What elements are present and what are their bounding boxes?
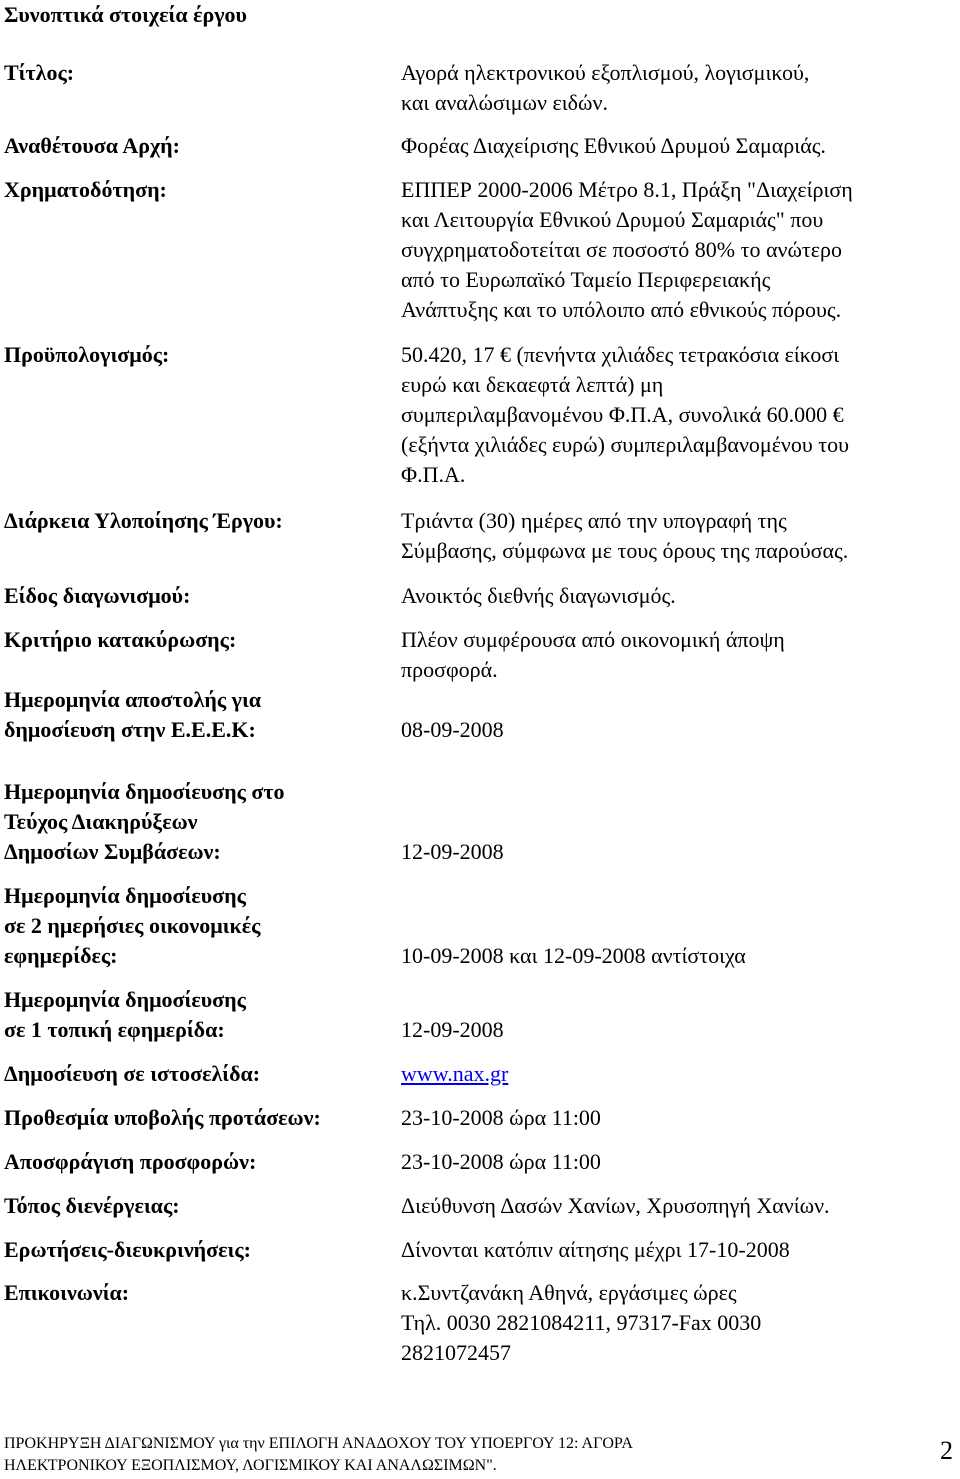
value-budget-line-1: 50.420, 17 € (πενήντα χιλιάδες τετρακόσια είκοσι [401, 342, 840, 367]
value-award-line-2: προσφορά. [401, 657, 498, 682]
label-send-date-line-1: Ημερομηνία αποστολής για [4, 687, 262, 712]
value-pub-journal: 12-09-2008 [401, 839, 504, 864]
label-website: Δημοσίευση σε ιστοσελίδα: [4, 1061, 261, 1086]
value-opening: 23-10-2008 ώρα 11:00 [401, 1149, 601, 1174]
label-pub-journal-line-3: Δημοσίων Συμβάσεων: [4, 839, 221, 864]
label-pub-daily-line-3: εφημερίδες: [4, 943, 118, 968]
value-pub-daily: 10-09-2008 και 12-09-2008 αντίστοιχα [401, 943, 746, 968]
value-budget-line-4: (εξήντα χιλιάδες ευρώ) συμπεριλαμβανομένου του [401, 432, 850, 457]
value-send-date: 08-09-2008 [401, 717, 504, 742]
value-funding-line-5: Ανάπτυξης και το υπόλοιπο από εθνικούς πόρους. [401, 297, 842, 322]
value-contact-line-1: κ.Συντζανάκη Αθηνά, εργάσιμες ώρες [401, 1280, 737, 1305]
value-funding-line-4: από το Ευρωπαϊκό Ταμείο Περιφερειακής [401, 267, 771, 292]
label-pub-local-line-1: Ημερομηνία δημοσίευσης [4, 987, 246, 1012]
value-venue: Διεύθυνση Δασών Χανίων, Χρυσοπηγή Χανίων. [401, 1193, 830, 1218]
label-questions: Ερωτήσεις-διευκρινήσεις: [4, 1237, 251, 1262]
label-pub-local-line-2: σε 1 τοπική εφημερίδα: [4, 1017, 225, 1042]
value-funding-line-1: ΕΠΠΕΡ 2000-2006 Μέτρο 8.1, Πράξη "Διαχείριση [401, 177, 853, 202]
label-venue: Τόπος διενέργειας: [4, 1193, 180, 1218]
value-funding-line-3: συγχρηματοδοτείται σε ποσοστό 80% το ανώτερο [401, 237, 842, 262]
label-pub-daily-line-1: Ημερομηνία δημοσίευσης [4, 883, 246, 908]
label-send-date-line-2: δημοσίευση στην Ε.Ε.Ε.Κ: [4, 717, 256, 742]
label-pub-journal-line-1: Ημερομηνία δημοσίευσης στο [4, 779, 285, 804]
value-title-line-1: Αγορά ηλεκτρονικού εξοπλισμού, λογισμικού, [401, 60, 810, 85]
value-deadline: 23-10-2008 ώρα 11:00 [401, 1105, 601, 1130]
label-duration: Διάρκεια Υλοποίησης Έργου: [4, 508, 283, 533]
page-number: 2 [940, 1436, 953, 1465]
footer-line-2: ΗΛΕΚΤΡΟΝΙΚΟΥ ΕΞΟΠΛΙΣΜΟΥ, ΛΟΓΙΣΜΙΚΟΥ ΚΑΙ ΑΝΑΛΩΣΙΜΩΝ". [4, 1457, 497, 1474]
label-pub-journal-line-2: Τεύχος Διακηρύξεων [4, 809, 198, 834]
label-contact: Επικοινωνία: [4, 1280, 130, 1305]
value-contact-line-2: Τηλ. 0030 2821084211, 97317-Fax 0030 [401, 1310, 762, 1335]
value-title-line-2: και αναλώσιμων ειδών. [401, 90, 608, 115]
label-tender-type: Είδος διαγωνισμού: [4, 583, 191, 608]
value-authority: Φορέας Διαχείρισης Εθνικού Δρυμού Σαμαριάς. [401, 133, 826, 158]
label-title: Τίτλος: [4, 60, 75, 85]
value-budget-line-3: συμπεριλαμβανομένου Φ.Π.Α, συνολικά 60.000 € [401, 402, 844, 427]
label-award: Κριτήριο κατακύρωσης: [4, 627, 237, 652]
value-budget-line-2: ευρώ και δεκαεφτά λεπτά) μη [401, 372, 664, 397]
footer-line-1: ΠΡΟΚΗΡΥΞΗ ΔΙΑΓΩΝΙΣΜΟΥ για την ΕΠΙΛΟΓΗ ΑΝΑΔΟΧΟΥ ΤΟΥ ΥΠΟΕΡΓΟΥ 12: ΑΓΟΡΑ [4, 1435, 633, 1452]
value-budget-line-5: Φ.Π.Α. [401, 462, 466, 487]
value-questions: Δίνονται κατόπιν αίτησης μέχρι 17-10-2008 [401, 1237, 790, 1262]
label-budget: Προϋπολογισμός: [4, 342, 170, 367]
label-opening: Αποσφράγιση προσφορών: [4, 1149, 257, 1174]
value-tender-type: Ανοικτός διεθνής διαγωνισμός. [401, 583, 676, 608]
value-duration-line-1: Τριάντα (30) ημέρες από την υπογραφή της [401, 508, 787, 533]
value-duration-line-2: Σύμβασης, σύμφωνα με τους όρους της παρούσας. [401, 538, 849, 563]
value-funding-line-2: και Λειτουργία Εθνικού Δρυμού Σαμαριάς" που [401, 207, 824, 232]
value-contact-line-3: 2821072457 [401, 1340, 511, 1365]
label-deadline: Προθεσμία υποβολής προτάσεων: [4, 1105, 321, 1130]
value-award-line-1: Πλέον συμφέρουσα από οικονομική άποψη [401, 627, 785, 652]
label-authority: Αναθέτουσα Αρχή: [4, 133, 180, 158]
label-pub-daily-line-2: σε 2 ημερήσιες οικονομικές [4, 913, 261, 938]
section-heading: Συνοπτικά στοιχεία έργου [4, 2, 247, 27]
value-pub-local: 12-09-2008 [401, 1017, 504, 1042]
label-funding: Χρηματοδότηση: [4, 177, 167, 202]
website-link[interactable]: www.nax.gr [401, 1061, 509, 1086]
